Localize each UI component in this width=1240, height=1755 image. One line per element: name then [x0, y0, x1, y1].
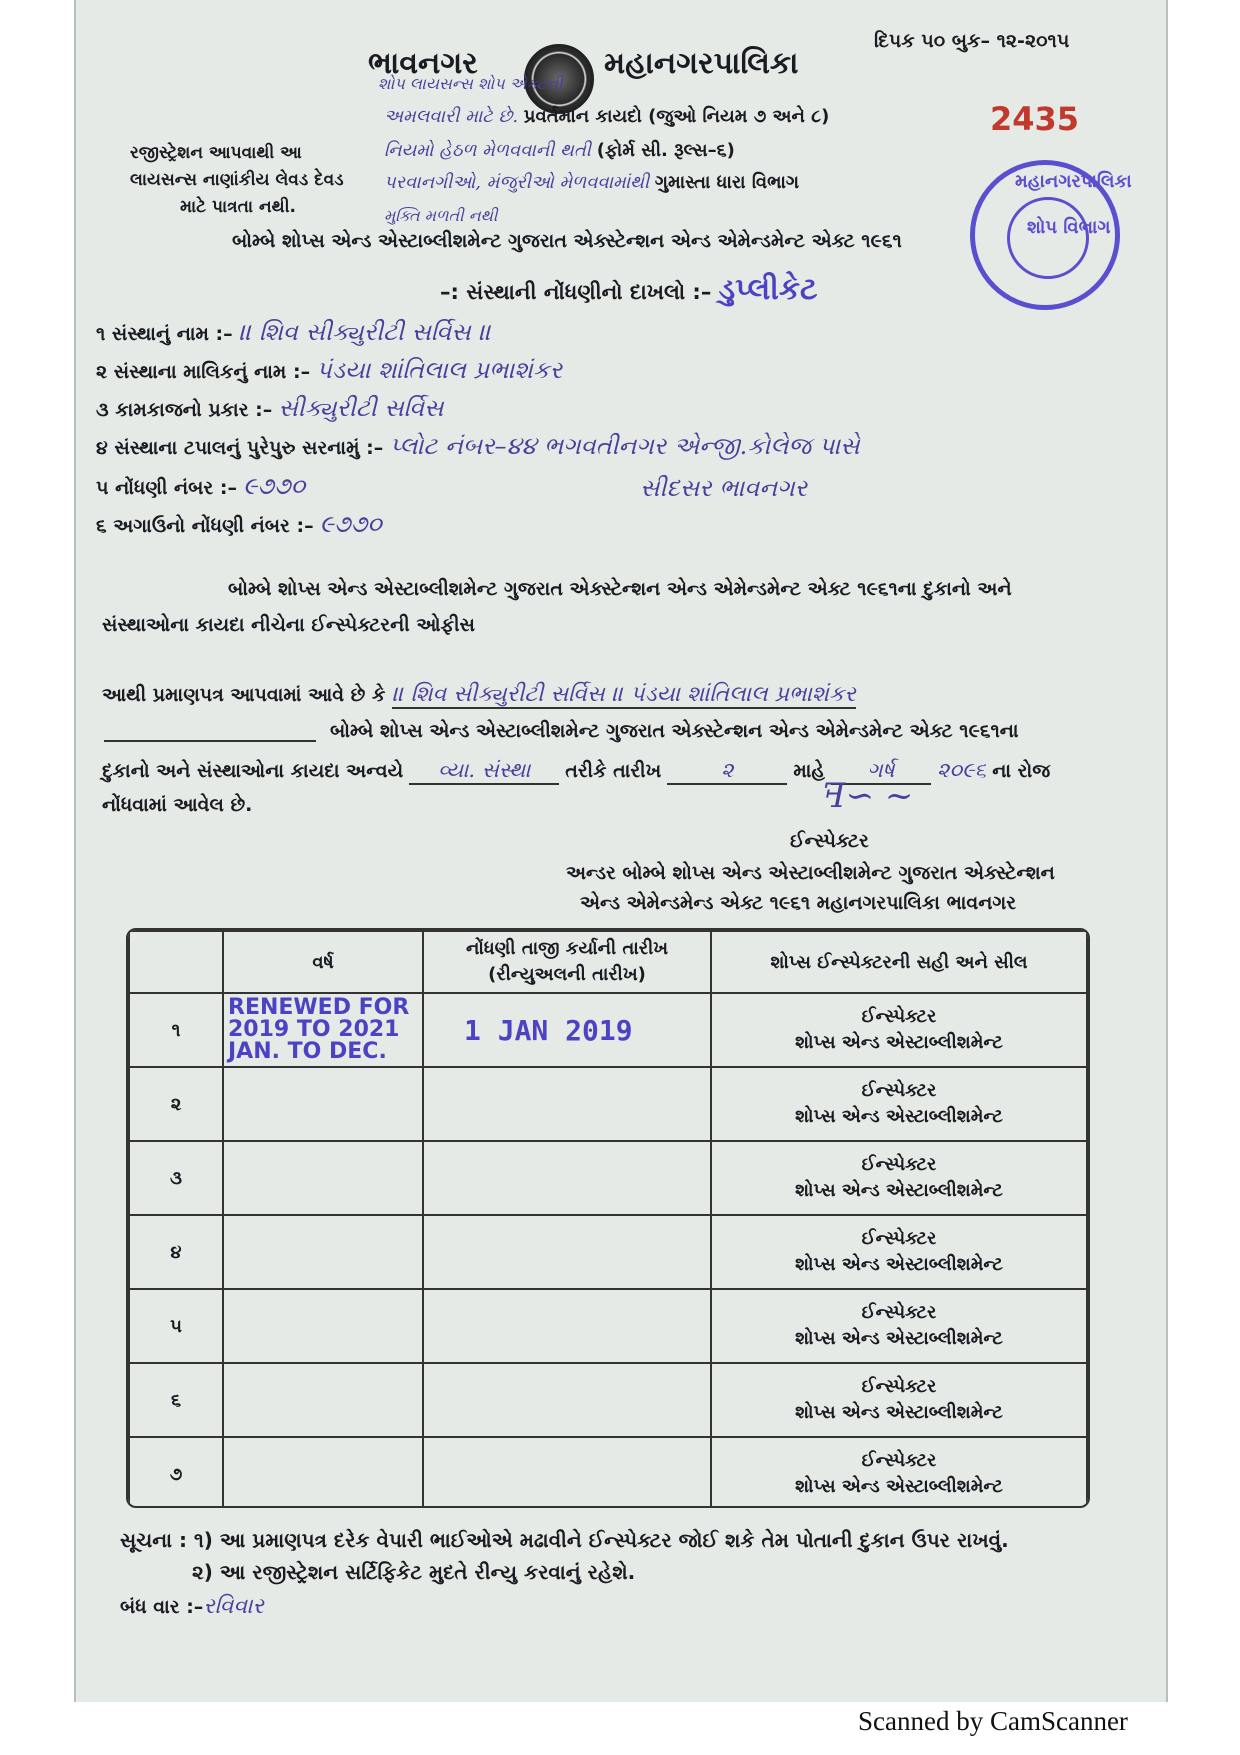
- form-line: નિયમો હેઠળ મેળવવાની થતી (ફોર્મ સી. રૂલ્સ–૬): [384, 140, 735, 161]
- field-business-type: ૩ કામકાજનો પ્રકાર :– સીક્યુરીટી સર્વિસ: [96, 394, 444, 422]
- org-title-left: ભાવનગર: [368, 46, 478, 81]
- inspector-signature: ꟻ∽ ~: [822, 776, 914, 816]
- col-serial: [129, 931, 223, 993]
- field-postal-address: ૪ સંસ્થાના ટપાલનું પુરેપુરુ સરનામું :– પ્લોટ નંબર–૪૪ ભગવતીનગર એન્જી.કોલેજ પાસે: [96, 432, 860, 460]
- handwritten-note-5: મુક્તિ મળતી નથી: [384, 206, 498, 225]
- certification-line-2: બોમ્બે શોપ્સ એન્ડ એસ્ટાબ્લીશમેન્ટ ગુજરાત એક્સ્ટેન્શન એન્ડ એમેન્ડમેન્ટ એક્ટ ૧૯૬૧ના: [330, 720, 1019, 742]
- inspector-cell: ઈન્સ્પેક્ટર શોપ્સ એન્ડ એસ્ટાબ્લીશમેન્ટ: [711, 993, 1087, 1067]
- inspector-act-line-2: એન્ડ એમેન્ડમેન્ડ એક્ટ ૧૯૬૧ મહાનગરપાલિકા ભાવનગર: [580, 892, 1017, 914]
- blank-line: [104, 740, 316, 742]
- table-row: ૬ ઈન્સ્પેક્ટર શોપ્સ એન્ડ એસ્ટાબ્લીશમેન્ટ: [129, 1363, 1087, 1437]
- table-header-row: [129, 931, 1087, 993]
- field-address-line-2: સીદસર ભાવનગર: [640, 474, 808, 502]
- book-reference: દિપક ૫૦ બુક– ૧૨-૨૦૧૫: [874, 30, 1070, 52]
- table-row: ૫ ઈન્સ્પેક્ટર શોપ્સ એન્ડ એસ્ટાબ્લીશમેન્ટ: [129, 1289, 1087, 1363]
- certification-line-4: નોંધવામાં આવેલ છે.: [102, 794, 253, 816]
- table-row: ૨ ઈન્સ્પેક્ટર શોપ્સ એન્ડ એસ્ટાબ્લીશમેન્ટ: [129, 1067, 1087, 1141]
- col-renewal-date: નોંધણી તાજી કર્યાની તારીખ (રીન્યુઅલની તારીખ): [423, 931, 711, 993]
- field-registration-number: ૫ નોંધણી નંબર :– ૯૭૭૦: [96, 472, 306, 500]
- certification-line-3: દુકાનો અને સંસ્થાઓના કાયદા અન્વયે વ્યા. સંસ્થા તરીકે તારીખ ૨ માહે ગર્ષ ૨૦૯૬ ના રોજ: [102, 758, 1050, 785]
- note-1: સૂચના : ૧) આ પ્રમાણપત્ર દરેક વેપારી ભાઈઓએ મઢાવીને ઈન્સ્પેક્ટર જોઈ શકે તેમ પોતાની દુકાન ઉપર રાખવું.: [120, 1528, 1009, 1552]
- col-inspector-signature: શોપ્સ ઈન્સ્પેક્ટરની સહી અને સીલ: [711, 931, 1087, 993]
- inspector-label: ઈન્સ્પેક્ટર: [790, 830, 869, 852]
- registration-serial: 2435: [990, 100, 1080, 138]
- field-establishment-name: ૧ સંસ્થાનું નામ :– ॥ શિવ સીક્યુરીટી સર્વિસ ॥: [96, 318, 492, 346]
- table-row: [129, 993, 1087, 1067]
- table-row: ૭ ઈન્સ્પેક્ટર શોપ્સ એન્ડ એસ્ટાબ્લીશમેન્ટ: [129, 1437, 1087, 1508]
- scanner-watermark: Scanned by CamScanner: [858, 1706, 1128, 1736]
- row-number: ૧: [129, 993, 223, 1067]
- field-owner-name: ૨ સંસ્થાના માલિકનું નામ :– પંડયા શાંતિલાલ પ્રભાશંકર: [96, 356, 563, 384]
- table-row: ૩ ઈન્સ્પેક્ટર શોપ્સ એન્ડ એસ્ટાબ્લીશમેન્ટ: [129, 1141, 1087, 1215]
- org-title-right: મહાનગરપાલિકા: [604, 46, 799, 81]
- closed-day: બંધ વાર :–રવિવાર: [120, 1594, 264, 1619]
- certificate-heading: –: સંસ્થાની નોંધણીનો દાખલો :– ડુપ્લીકેટ: [440, 272, 818, 307]
- inspector-act-line-1: અન્ડર બોમ્બે શોપ્સ એન્ડ એસ્ટાબ્લીશમેન્ટ ગુજરાત એક્સ્ટેન્શન: [566, 862, 1055, 884]
- renewal-table: [126, 928, 1090, 1508]
- eligibility-note: રજીસ્ટ્રેશન આપવાથી આ લાયસન્સ નાણાંકીય લેવડ દેવડ માટે પાત્રતા નથી.: [130, 143, 344, 217]
- act-heading: બોમ્બે શોપ્સ એન્ડ એસ્ટાબ્લીશમેન્ટ ગુજરાત એક્સ્ટેન્શન એન્ડ એમેન્ડમેન્ટ એક્ટ ૧૯૬૧: [232, 230, 902, 252]
- certification-line-1: આથી પ્રમાણપત્ર આપવામાં આવે છે કે ॥ શિવ સીક્યુરીટી સર્વિસ ॥ પંડયા શાંતિલાલ પ્રભાશંકર: [102, 682, 856, 707]
- field-previous-registration: ૬ અગાઉનો નોંધણી નંબર :– ૯૭૭૦: [96, 510, 382, 538]
- department-line: પરવાનગીઓ, મંજુરીઓ મેળવવામાંથી ગુમાસ્તા ધારા વિભાગ: [384, 172, 800, 193]
- handwritten-note-1: શોપ લાયસન્સ શોપ એક્ટની: [378, 74, 563, 93]
- col-year: વર્ષ: [223, 931, 423, 993]
- note-2: ૨) આ રજીસ્ટ્રેશન સર્ટિફિકેટ મુદતે રીન્યુ કરવાનું રહેશે.: [192, 1560, 636, 1584]
- office-paragraph-line-1: બોમ્બે શોપ્સ એન્ડ એસ્ટાબ્લીશમેન્ટ ગુજરાત એક્સ્ટેન્શન એન્ડ એમેન્ડમેન્ટ એક્ટ ૧૯૬૧ના દુકાનો અને: [228, 578, 1012, 600]
- table-row: ૪ ઈન્સ્પેક્ટર શોપ્સ એન્ડ એસ્ટાબ્લીશમેન્ટ: [129, 1215, 1087, 1289]
- renewal-date: 1 JAN 2019: [423, 993, 711, 1067]
- office-paragraph-line-2: સંસ્થાઓના કાયદા નીચેના ઈન્સ્પેક્ટરની ઓફીસ: [102, 614, 475, 636]
- department-seal-icon: મહાનગરપાલિકા શોપ વિભાગ: [970, 160, 1120, 310]
- renewed-stamp: RENEWED FOR 2019 TO 2021 JAN. TO DEC.: [223, 993, 423, 1067]
- act-rules-line: અમલવારી માટે છે. પ્રવર્તમાન કાયદો (જુઓ નિયમ ૭ અને ૮): [384, 106, 830, 127]
